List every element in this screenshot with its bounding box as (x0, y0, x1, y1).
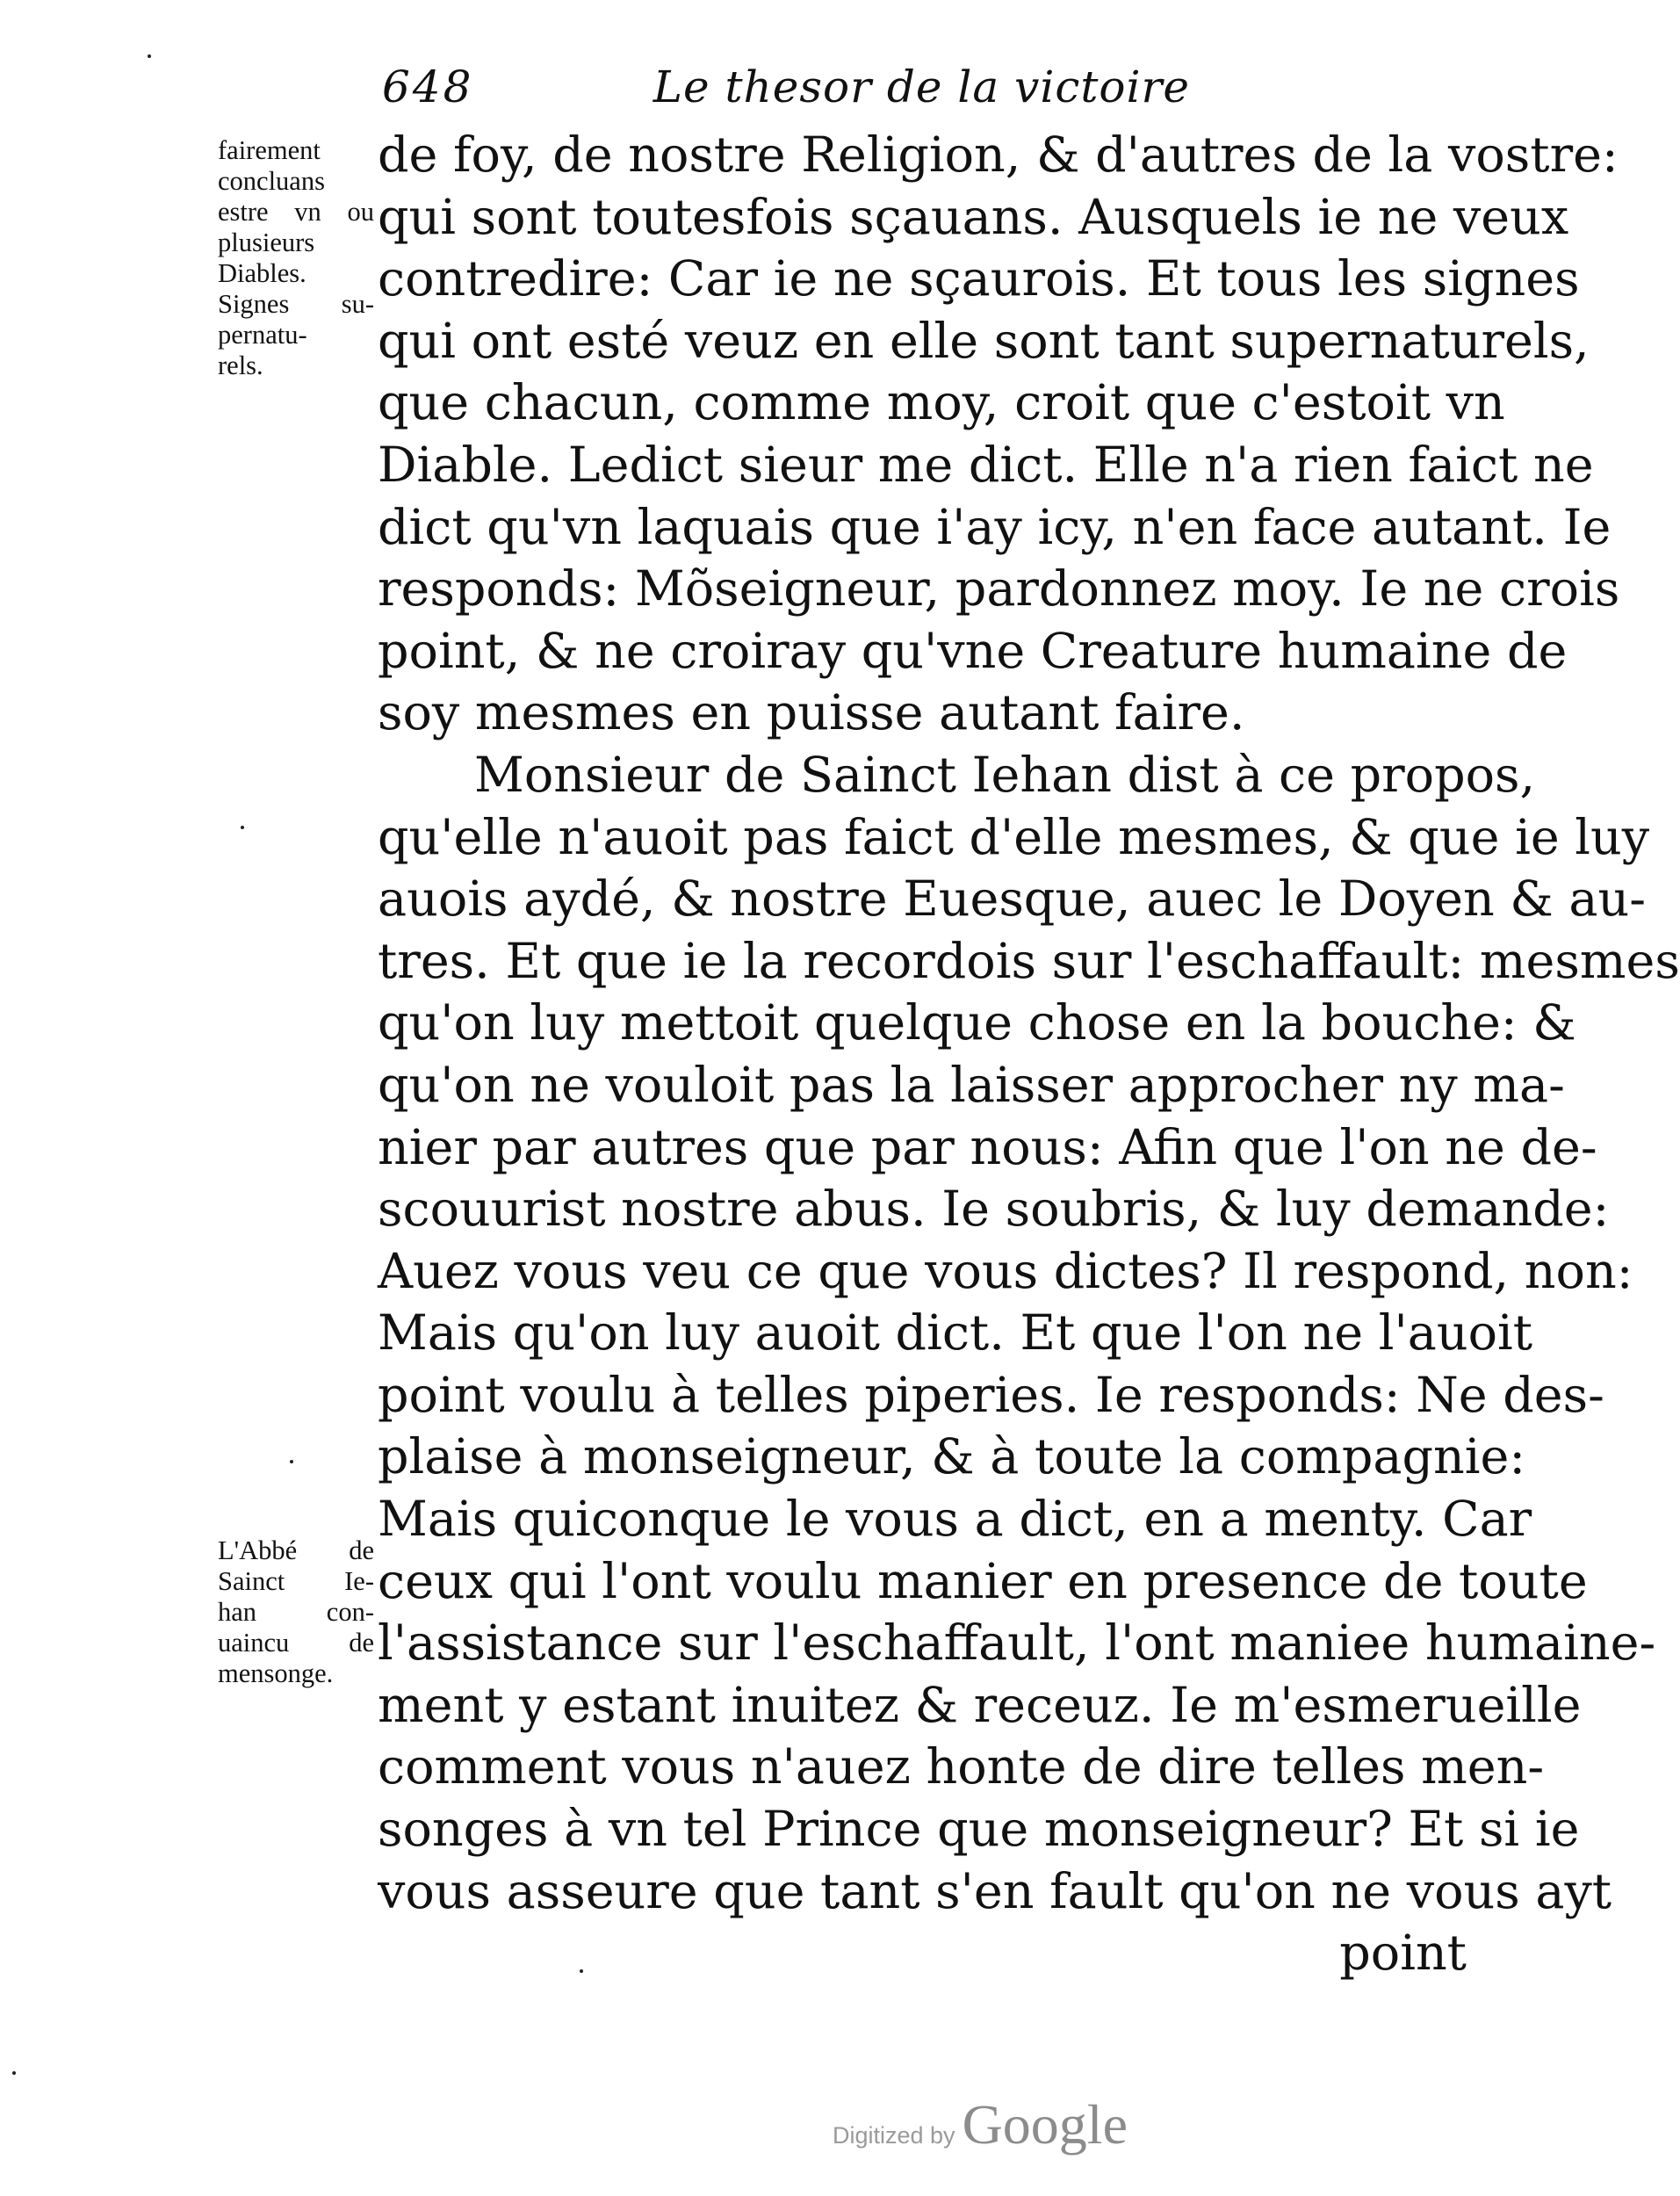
text-line: point, & ne croiray qu'vne Creature humaine de (378, 622, 1568, 680)
margin-note-line: L'Abbé de (218, 1535, 374, 1565)
google-logo: Google (962, 2093, 1128, 2156)
text-line: dict qu'vn laquais que i'ay icy, n'en face autant. Ie (378, 498, 1612, 556)
digitized-watermark (833, 2092, 1128, 2154)
margin-note-line: Sainct Ie- (218, 1566, 374, 1596)
margin-note-line: Signes su- (218, 289, 374, 319)
text-line: Diable. Ledict sieur me dict. Elle n'a rien faict ne (378, 436, 1594, 494)
text-line: Mais quiconque le vous a dict, en a menty. Car (378, 1491, 1532, 1549)
text-line: plaise à monseigneur, & à toute la compagnie: (378, 1428, 1526, 1486)
text-line: ceux qui l'ont voulu manier en presence de toute (378, 1552, 1588, 1610)
text-line: contredire: Car ie ne sçaurois. Et tous les signes (378, 250, 1580, 308)
text-line: l'assistance sur l'eschaffault, l'ont maniee humaine- (378, 1614, 1656, 1672)
text-line: qu'on luy mettoit quelque chose en la bouche: & (378, 994, 1576, 1052)
text-line: Monsieur de Sainct Iehan dist à ce propos, (474, 746, 1536, 804)
text-line: comment vous n'auez honte de dire telles men- (378, 1738, 1545, 1796)
margin-note-diables (218, 135, 374, 381)
text-line: que chacun, comme moy, croit que c'estoit vn (378, 374, 1505, 432)
running-header (382, 61, 1199, 123)
text-line: qui ont esté veuz en elle sont tant supernaturels, (378, 312, 1590, 370)
ink-speck (290, 1460, 293, 1463)
text-line: responds: Mõseigneur, pardonnez moy. Ie ne crois (378, 560, 1620, 618)
text-line: tres. Et que ie la recordois sur l'eschaffault: mesmes (378, 932, 1680, 990)
body-text (378, 125, 1680, 1985)
margin-note-line: fairement (218, 135, 321, 165)
margin-note-line: mensonge. (218, 1658, 334, 1688)
ink-speck (148, 54, 151, 58)
margin-note-line: rels. (218, 350, 263, 380)
text-line: point voulu à telles piperies. Ie responds: Ne des- (378, 1366, 1604, 1424)
margin-note-line: uaincu de (218, 1628, 374, 1658)
catchword: point (1339, 1925, 1467, 1983)
margin-note-line: concluans (218, 166, 325, 196)
ink-speck (12, 2071, 16, 2075)
text-line: Auez vous veu ce que vous dictes? Il respond, non: (378, 1242, 1633, 1300)
margin-note-line: han con- (218, 1597, 374, 1627)
text-line: de foy, de nostre Religion, & d'autres de la vostre: (378, 126, 1619, 184)
margin-note-line: plusieurs (218, 228, 315, 257)
text-line: vous asseure que tant s'en fault qu'on ne vous ayt (378, 1862, 1612, 1920)
text-line: qu'on ne vouloit pas la laisser approcher ny ma- (378, 1056, 1565, 1114)
text-line: scouurist nostre abus. Ie soubris, & luy demande: (378, 1181, 1610, 1239)
text-line: qu'elle n'auoit pas faict d'elle mesmes, & que ie luy (378, 808, 1650, 866)
margin-note-abbe (218, 1535, 374, 1689)
margin-note-line: estre vn ou (218, 197, 374, 227)
text-line: nier par autres que par nous: Afin que l'on ne de- (378, 1118, 1597, 1176)
margin-note-line: Diables. (218, 258, 306, 288)
ink-speck (241, 826, 244, 829)
text-line: songes à vn tel Prince que monseigneur? Et si ie (378, 1801, 1580, 1859)
text-line: ment y estant inuitez & receuz. Ie m'esmerueille (378, 1676, 1582, 1734)
margin-note-line: pernatu- (218, 320, 307, 350)
page-number: 648 (382, 61, 474, 112)
text-line: auois aydé, & nostre Euesque, auec le Doyen & au- (378, 870, 1646, 928)
text-line: Mais qu'on luy auoit dict. Et que l'on ne l'auoit (378, 1304, 1533, 1362)
text-line: soy mesmes en puisse autant faire. (378, 684, 1245, 742)
running-title: Le thesor de la victoire (653, 61, 1190, 112)
watermark-prefix: Digitized by (833, 2122, 955, 2149)
text-line: qui sont toutesfois sçauans. Ausquels ie ne veux (378, 188, 1569, 246)
ink-speck (580, 1969, 583, 1973)
